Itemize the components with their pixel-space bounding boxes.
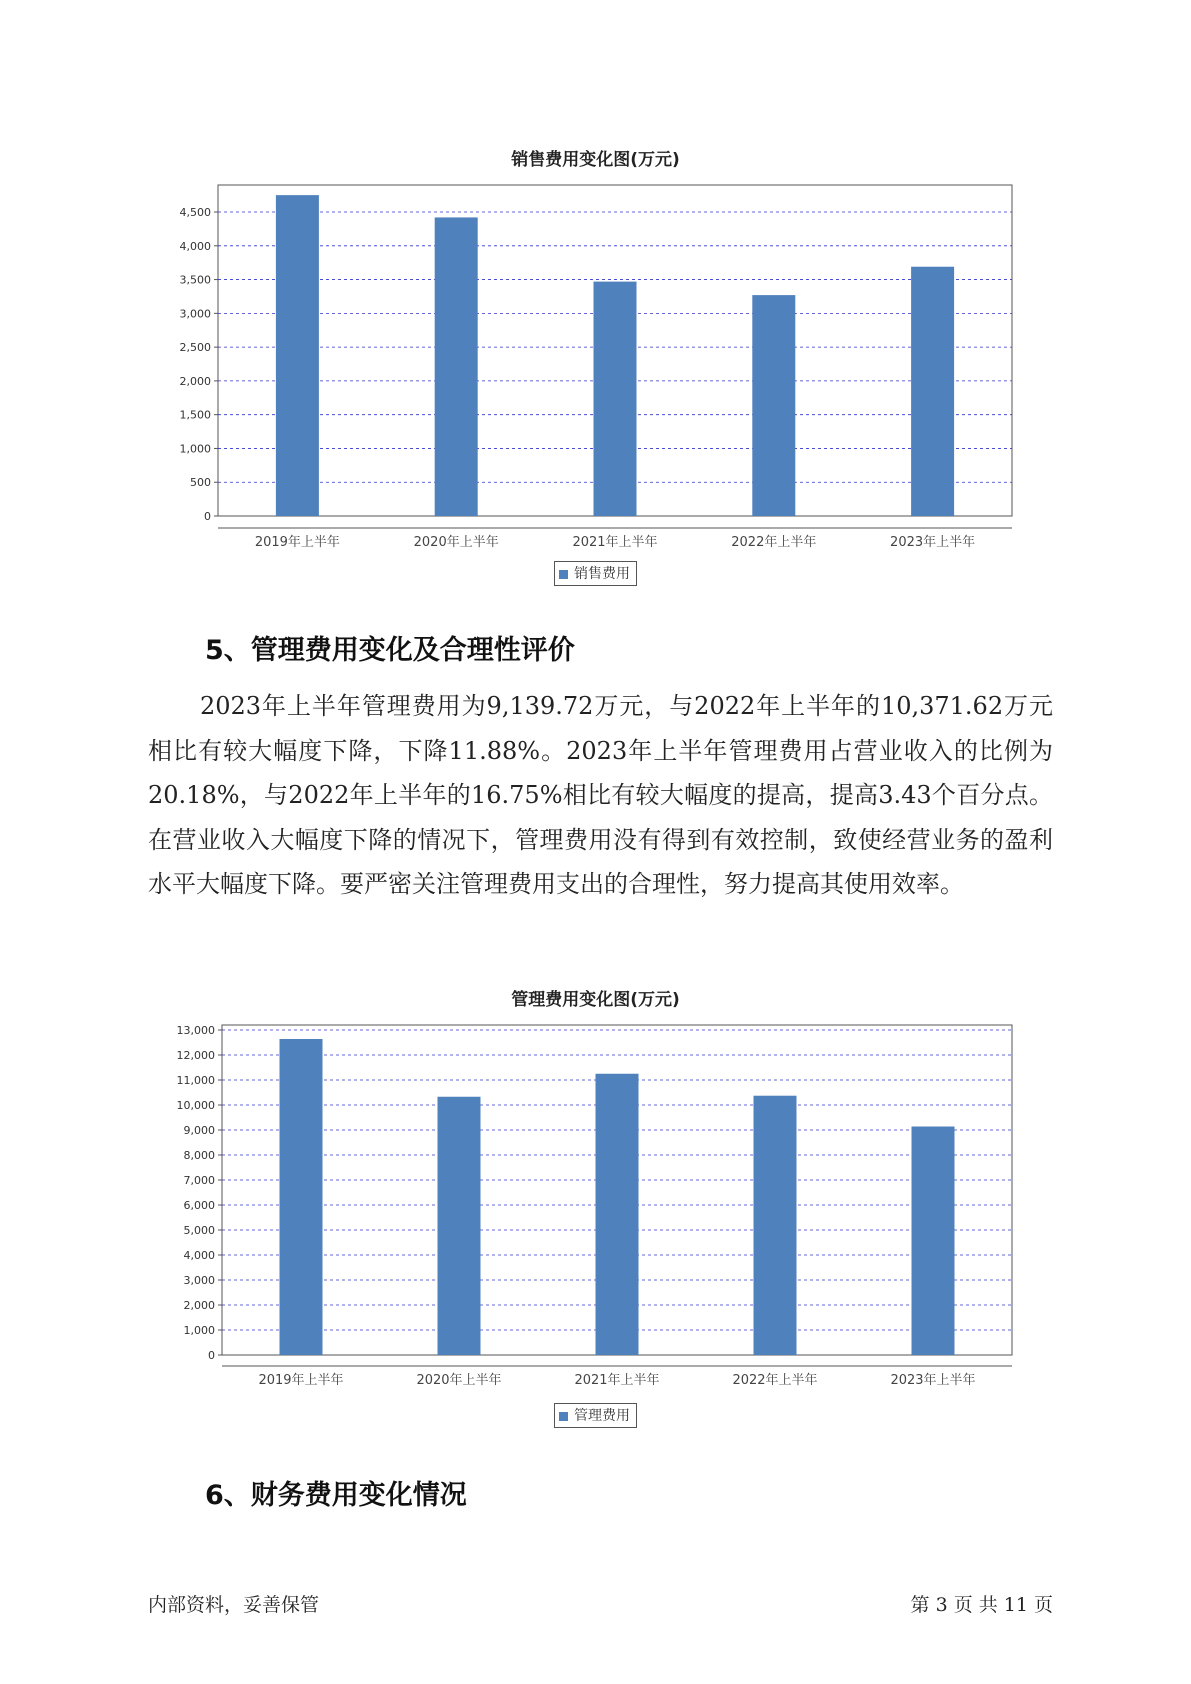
y-tick-label: 13,000	[176, 1024, 215, 1037]
bar	[594, 282, 637, 516]
legend-admin-expense	[554, 1403, 637, 1428]
y-tick-label: 1,000	[183, 1324, 215, 1337]
section-5-paragraph: 2023年上半年管理费用为9,139.72万元，与2022年上半年的10,371.62万元相比有较大幅度下降，下降11.88%。2023年上半年管理费用占营业收入的比例为20.18%，与2022年上半年的16.75%相比有较大幅度的提高，提高3.43个百分点。在营业收入大幅度下降的情况下，管理费用没有得到有效控制，致使经营业务的盈利水平大幅度下降。要严密关注管理费用支出的合理性，努力提高其使用效率。	[148, 692, 1053, 899]
y-tick-label: 0	[204, 510, 211, 523]
y-tick-label: 2,000	[179, 374, 211, 388]
bar	[752, 295, 795, 516]
y-tick-label: 500	[190, 476, 211, 490]
x-tick-label: 2023年上半年	[890, 535, 976, 550]
x-tick-label: 2023年上半年	[890, 1373, 976, 1388]
chart-title-admin-expense: 管理费用变化图(万元)	[511, 990, 680, 1010]
x-tick-label: 2021年上半年	[574, 1373, 660, 1388]
y-tick-label: 2,000	[183, 1299, 215, 1312]
y-tick-label: 9,000	[183, 1124, 215, 1137]
x-tick-label: 2022年上半年	[731, 535, 817, 550]
y-tick-label: 4,000	[179, 239, 211, 253]
y-tick-label: 10,000	[176, 1099, 215, 1112]
legend-swatch	[559, 1412, 568, 1421]
bar	[280, 1039, 323, 1355]
x-tick-label: 2019年上半年	[254, 535, 340, 550]
y-tick-label: 6,000	[183, 1199, 215, 1212]
x-tick-label: 2020年上半年	[413, 535, 499, 550]
y-tick-label: 8,000	[183, 1149, 215, 1162]
y-tick-label: 4,000	[183, 1249, 215, 1262]
bar	[435, 217, 478, 516]
y-tick-label: 12,000	[176, 1049, 215, 1062]
y-tick-label: 2,500	[179, 341, 211, 355]
x-tick-label: 2019年上半年	[258, 1373, 344, 1388]
y-tick-label: 3,000	[179, 307, 211, 321]
y-tick-label: 0	[208, 1349, 215, 1362]
bar	[754, 1096, 797, 1355]
sales-expense-chart	[0, 160, 1191, 550]
legend-label: 管理费用	[574, 1408, 630, 1424]
y-tick-label: 4,500	[179, 206, 211, 220]
legend-label: 销售费用	[574, 566, 630, 582]
y-tick-label: 7,000	[183, 1174, 215, 1187]
x-tick-label: 2020年上半年	[416, 1373, 502, 1388]
bar	[912, 1127, 955, 1355]
admin-expense-chart	[0, 1000, 1191, 1400]
y-tick-label: 11,000	[176, 1074, 215, 1087]
footer-page-number: 第 3 页 共 11 页	[910, 1594, 1053, 1616]
bar	[911, 267, 954, 516]
y-tick-label: 1,500	[179, 408, 211, 422]
chart-title-sales-expense: 销售费用变化图(万元)	[511, 150, 680, 170]
bar	[276, 195, 319, 516]
y-tick-label: 3,500	[179, 273, 211, 287]
x-tick-label: 2022年上半年	[732, 1373, 818, 1388]
section-5-heading: 5、管理费用变化及合理性评价	[205, 635, 575, 666]
legend-swatch	[559, 570, 568, 579]
x-tick-label: 2021年上半年	[572, 535, 658, 550]
y-tick-label: 1,000	[179, 442, 211, 456]
y-tick-label: 3,000	[183, 1274, 215, 1287]
y-tick-label: 5,000	[183, 1224, 215, 1237]
legend-sales-expense	[554, 561, 637, 586]
bar	[438, 1097, 481, 1355]
footer-confidential-note: 内部资料，妥善保管	[148, 1594, 320, 1616]
bar	[596, 1074, 639, 1355]
section-6-heading: 6、财务费用变化情况	[205, 1480, 467, 1511]
